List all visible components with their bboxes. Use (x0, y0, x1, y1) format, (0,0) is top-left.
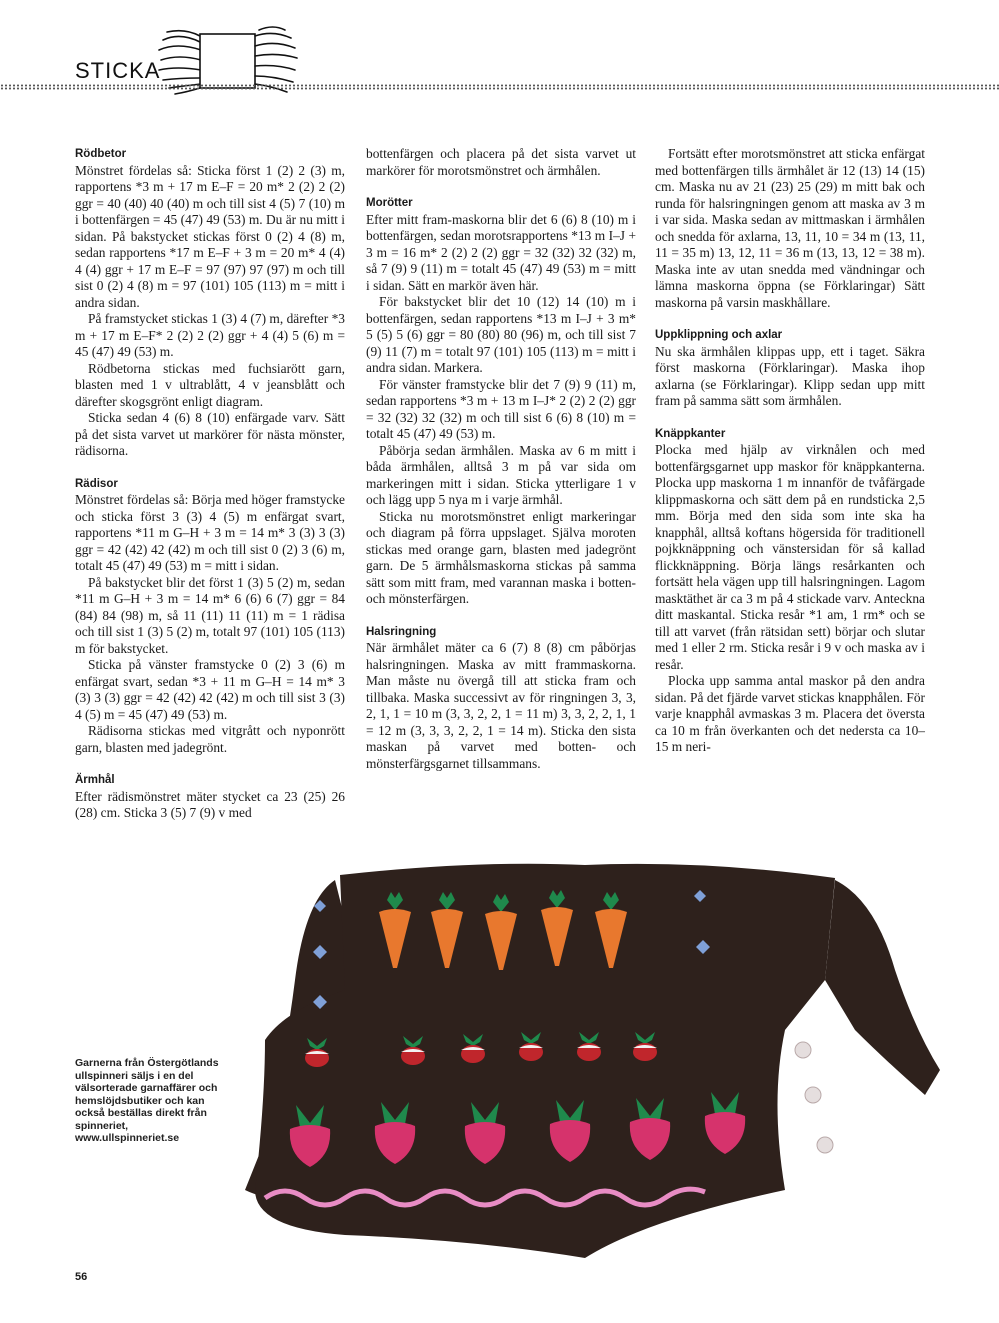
paragraph: Efter mitt fram-maskorna blir det 6 (6) 8 (10) m i bottenfärgen, sedan morotsrapportens *13 m I–J + 3 m = 16 m* 2 (2) 2 (2) ggr = 32 (32) 32 (32) m, så 7 (9) 9 (11) m = totalt 45 (47) 49 (53) m = mitt i sidan. Sätt en markör även här. (366, 211, 636, 293)
buttons (795, 1042, 833, 1153)
column-3 (655, 146, 925, 756)
heading-radisor: Rädisor (75, 477, 118, 490)
paragraph: Plocka med hjälp av virknålen och med bottenfärgsgarnet upp maskor för knäppkanterna. Plocka upp maskorna 1 m innanför de tvåfärgade klippmaskorna och sätt dem på en rundsticka 2,5 mm. Börja med den sida som inte ska ha knapphål, alltså koftans högersida för traditionell pojkknäppning och vänstersidan för så kallad flickknäppning. Börja längs resårkanten och fortsätt hela vägen upp till halsringningen. Lagom masktäthet är ca 3 m på 4 stickade varv. Anteckna ditt maskantal. Sticka resår *1 am, 1 rm* och se till att varvet (från rätsidan sett) börjar och slutar med 1 eller 2 rm. Sticka resår i 9 v och maska av i resår. (655, 442, 925, 672)
paragraph: För bakstycket blir det 10 (12) 14 (10) m i bottenfärgen, sedan rapportens *13 m I–J + 3 m* 5 (5) 5 (6) ggr = 80 (80) 80 (96) m, och till sist 7 (9) 11 (7) m = totalt 97 (101) 105 (113) m = mitt i andra sidan. Markera. (366, 294, 636, 375)
heading-uppklippning: Uppklippning och axlar (655, 329, 783, 341)
paragraph: Efter rädismönstret mäter stycket ca 23 (25) 26 (28) cm. Sticka 3 (5) 7 (9) v med (75, 788, 345, 820)
paragraph: Sticka på vänster framstycke 0 (2) 3 (6) m enfärgat svart, sedan *3 + 11 m G–H = 14 m* 3 (3) 3 (3) ggr = 42 (42) 42 (42) m och till sist 3 (3) 4 (5) m = 45 (47) 49 (53) m. (75, 657, 345, 722)
paragraph: Påbörja sedan ärmhålen. Maska av 6 m mitt i båda ärmhålen, alltså 3 m på var sida om markeringen mitt i sidan. Sticka ytterligare 1 v och lägg upp 5 nya m i varje ärmhål. (366, 442, 636, 507)
paragraph: Rädisorna stickas med vitgrått och nyponrött garn, blasten med jadegrönt. (75, 723, 345, 755)
dotted-rule (0, 84, 999, 90)
section-title: STICKA (75, 58, 161, 83)
column-1 (75, 146, 345, 822)
paragraph: Plocka upp samma antal maskor på den andra sidan. På det fjärde varvet stickas knapphålen. För varje knapphål avmaskas 3 m. Placera det översta ca 10 m från överkanten och det nedersta ca 10–15 m neri- (655, 673, 925, 754)
paragraph: Rödbetorna stickas med fuchsiarött garn, blasten med 1 v ultrablått, 4 v jeansblått och därefter skogsgrönt enligt diagram. (75, 360, 345, 409)
paragraph: Nu ska ärmhålen klippas upp, ett i taget. Säkra först maskorna (Förklaringar). Maska ihop axlarna (se Förklaringar). Klipp sedan upp mitt fram på samma sätt som ärmhålen. (655, 343, 925, 408)
sweater-photo (225, 860, 950, 1258)
heading-morotter: Morötter (366, 197, 413, 209)
heading-rodbetor: Rödbetor (75, 148, 127, 160)
heading-armhal: Ärmhål (75, 774, 115, 786)
page-number: 56 (75, 1271, 88, 1283)
paragraph: Fortsätt efter morotsmönstret att sticka enfärgat med bottenfärgen tills ärmhålet är 12 (13) 14 (15) cm. Maska nu av 21 (23) 25 (29) m mitt bak och runda för halsringningen genom att maska av 3 m i var sida. Maska sedan av mittmaskan i ärmhålen och snedda för axlarna, 13, 11, 10 = 34 m (13, 11, 11 = 35 m) 13, 12, 11 = 36 m (13, 13, 12 = 38 m). Maska inte av utan snedda med vändningar och lämna maskorna öppna (se Förklaringar) Sätt maskorna på varsin maskhållare. (655, 146, 925, 310)
paragraph: På bakstycket blir det först 1 (3) 5 (2) m, sedan *11 m G–H + 3 m = 14 m* 6 (6) 6 (7) ggr = 84 (84) 84 (98) m, så 11 (11) 11 (11) m = 1 rädisa och till sist 1 (3) 5 (2) m, totalt 97 (101) 105 (113) m för bakstycket. (75, 574, 345, 656)
paragraph: För vänster framstycke blir det 7 (9) 9 (11) m, sedan rapportens *3 m + 13 m I–J* 2 (2) 2 (2) ggr = 32 (32) 32 (32) m och till sist 6 (6) 8 (10) m = totalt 45 (47) 49 (53) m. (366, 376, 636, 441)
paragraph: Mönstret fördelas så: Börja med höger framstycke och sticka först 3 (3) 4 (5) m enfärgat svart, rapportens *11 m G–H + 3 m = 14 m* 3 (3) 3 (3) ggr = 42 (42) 42 (42) m och till sist 0 (2) 3 (6) m, totalt 45 (47) 49 (53) m = mitt i sidan. (75, 492, 345, 573)
column-2 (366, 146, 636, 772)
paragraph: På framstycket stickas 1 (3) 4 (7) m, därefter *3 m + 17 m E–F* 2 (2) 2 (2) ggr + 4 (4) 5 (6) m = 45 (47) 49 (53) m. (75, 311, 345, 359)
article-columns (75, 146, 925, 846)
paragraph: Mönstret fördelas så: Sticka först 1 (2) 2 (3) m, rapportens *3 m + 17 m E–F = 20 m* 2 (2) 2 (2) ggr = 40 (40) 40 (40) m och till sist 4 (5) 7 (10) m i bottenfärgen = 45 (47) 49 (53) m. Du är nu mitt i sidan. På bakstycket stickas först 0 (2) 4 (8) m, sedan rapportens *17 m E–F + 3 m = 20 m* 4 (4) 4 (4) ggr + 17 m E–F = 97 (97) 97 (97) m och till sist 0 (2) 4 (8) m = 97 (101) 105 (113) m = mitt i andra sidan. (75, 162, 345, 310)
paragraph: bottenfärgen och placera på det sista varvet ut markörer för morotsmönstret och ärmhålen. (366, 146, 636, 178)
page-header (0, 0, 999, 100)
heading-knappkanter: Knäppkanter (655, 427, 726, 440)
photo-caption: Garnerna från Östergötlands ullspinneri säljs i en del välsorterade garnaffärer och hemslöjdsbutiker och kan också beställas direkt från spinneriet, www.ullspinneriet.se (75, 1057, 219, 1144)
right-sleeve (825, 880, 940, 1095)
heading-halsringning: Halsringning (366, 625, 437, 638)
paragraph: Sticka sedan 4 (6) 8 (10) enfärgade varv. Sätt på det sista varvet ut markörer för nästa mönster, rädisorna. (75, 410, 345, 458)
paragraph: När ärmhålet mäter ca 6 (7) 8 (8) cm påbörjas halsringningen. Maska av mitt frammaskorna. Man måste nu övergå till att sticka fram och tillbaka. Maska successivt av för ringningen 3, 3, 2, 1, 1 = 10 m (3, 3, 2, 2, 1 = 11 m) 3, 3, 2, 2, 1, 1 = 12 m (3, 3, 3, 2, 2, 1 = 14 m). Sticka den sista maskan på varvet med botten- och mönsterfärgsgarnet tillsammans. (366, 640, 636, 771)
paragraph: Sticka nu morotsmönstret enligt markeringar och diagram på förra uppslaget. Själva moroten stickas med orange garn, blasten med jadegrönt garn. De 5 ärmhålsmaskorna stickas på samma sätt som mitt fram, med varannan maska i botten- och mönsterfärgen. (366, 508, 636, 606)
